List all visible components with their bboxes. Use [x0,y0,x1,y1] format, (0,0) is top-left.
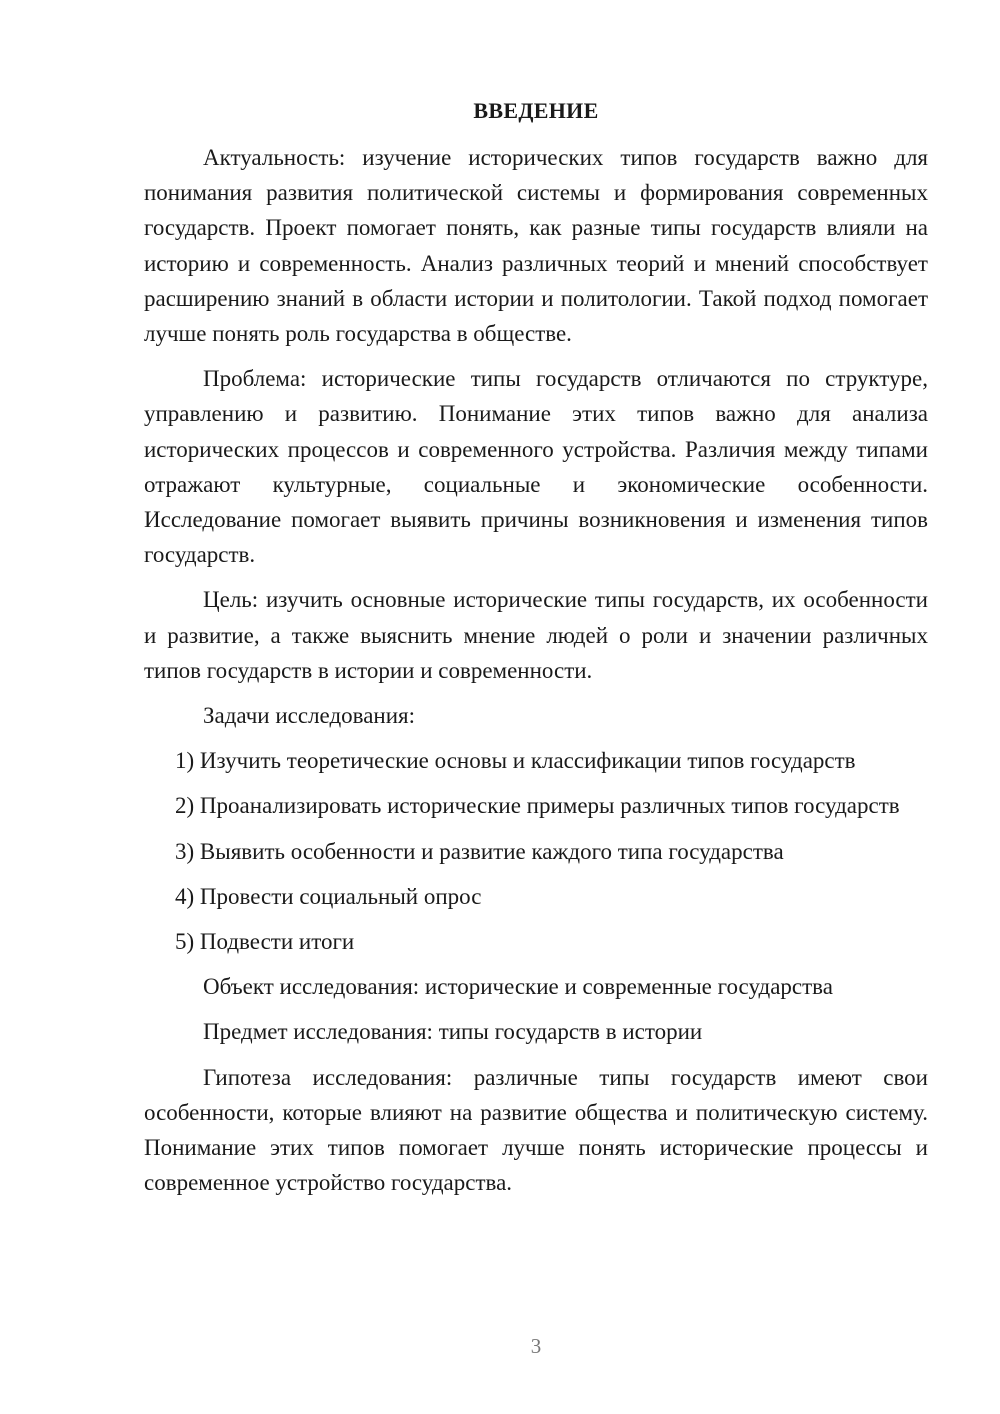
task-item-5: 5) Подвести итоги [175,929,355,955]
paragraph-tasks-heading: Задачи исследования: [203,703,416,729]
task-item-1: 1) Изучить теоретические основы и классификации типов государств [175,748,856,774]
task-item-3: 3) Выявить особенности и развитие каждого типа государства [175,838,784,864]
paragraph-object: Объект исследования: исторические и современные государства [203,974,833,1000]
paragraph-problem: Проблема: исторические типы государств отличаются по структуре, управлению и развитию. Понимание этих типов важно для анализа исторических процессов и современного устройства. Различия между типами отражают культурные, социальные и экономические особенности. Исследование помогает выявить причины возникновения и изменения типов государств. [144,366,928,568]
paragraph-goal: Цель: изучить основные исторические типы государств, их особенности и развитие, а также выяснить мнение людей о роли и значении различных типов государств в истории и современности. [144,587,928,683]
task-item-4: 4) Провести социальный опрос [175,883,482,909]
paragraph-subject: Предмет исследования: типы государств в истории [203,1019,703,1045]
document-body [144,96,928,1200]
section-title: ВВЕДЕНИЕ [473,98,599,123]
task-item-2: 2) Проанализировать исторические примеры различных типов государств [175,793,900,819]
page-number: 3 [530,1334,542,1358]
paragraph-hypothesis: Гипотеза исследования: различные типы государств имеют свои особенности, которые влияют на развитие общества и политическую систему. Понимание этих типов помогает лучше понять исторические процессы и современное устройство государства. [144,1064,928,1196]
paragraph-relevance: Актуальность: изучение исторических типов государств важно для понимания развития политической системы и формирования современных государств. Проект помогает понять, как разные типы государств влияли на историю и современность. Анализ различных теорий и мнений способствует расширению знаний в области истории и политологии. Такой подход помогает лучше понять роль государства в обществе. [144,145,928,347]
